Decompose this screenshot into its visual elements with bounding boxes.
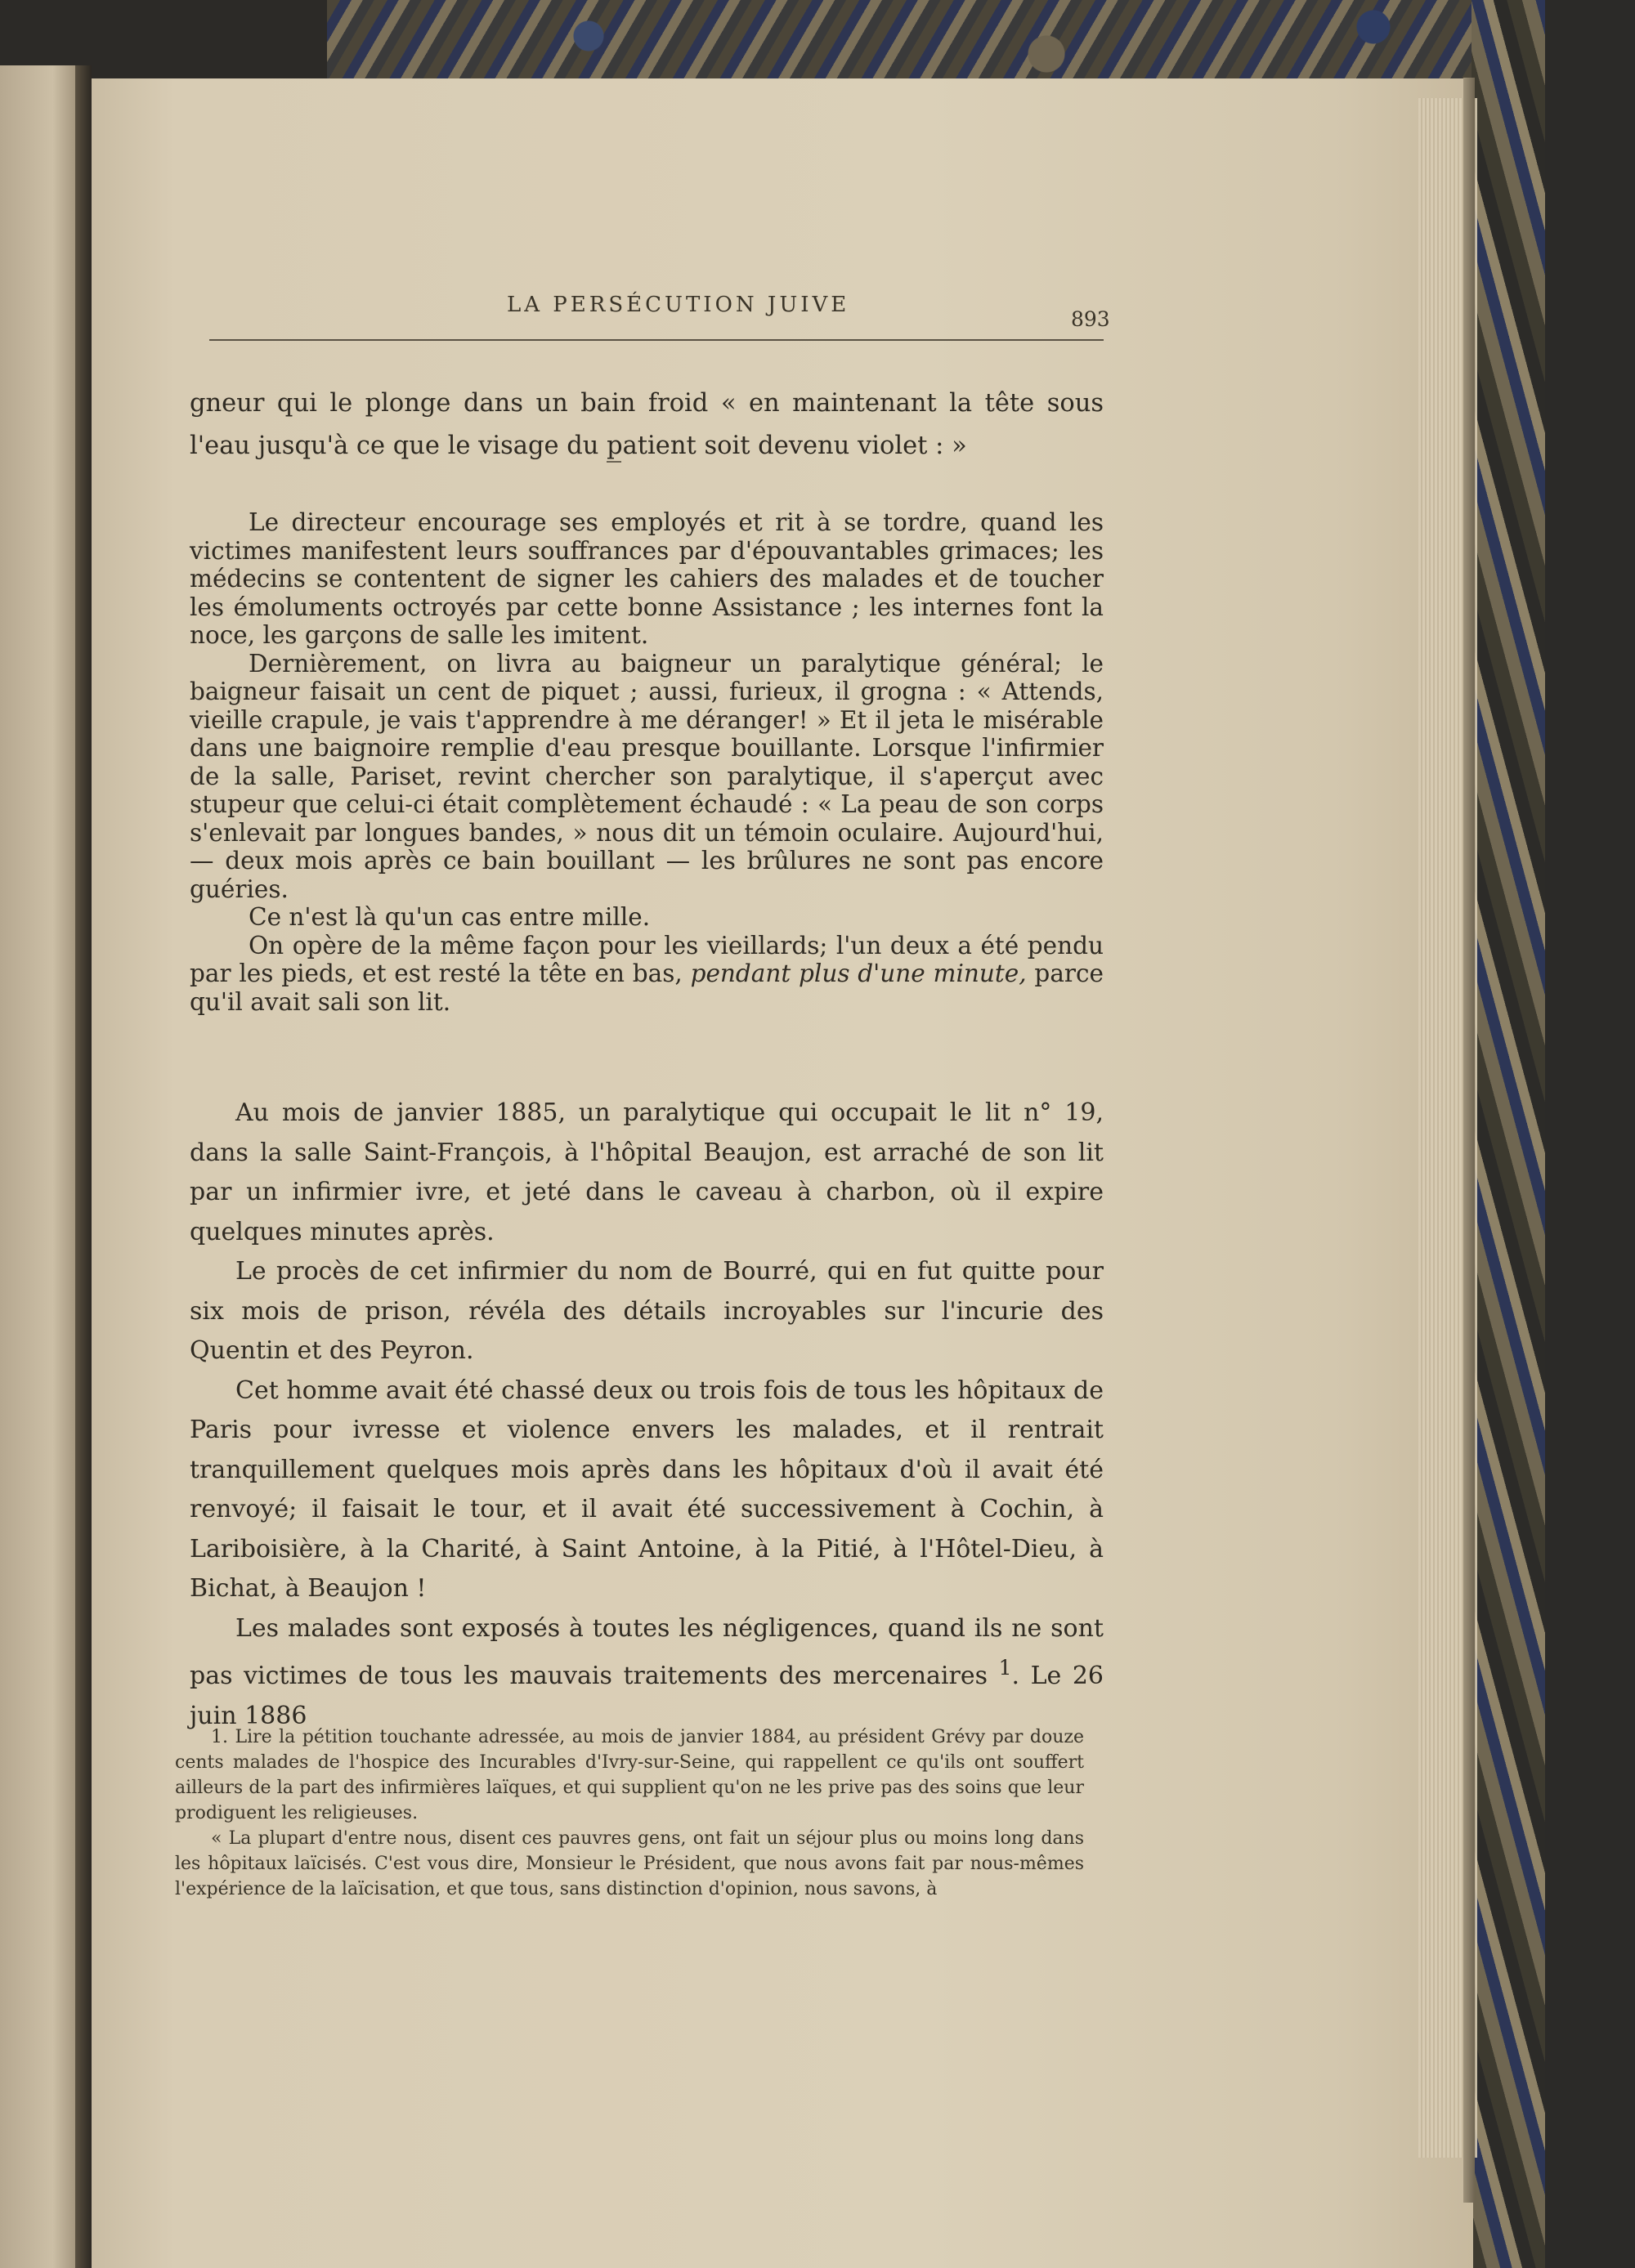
paragraph: Ce n'est là qu'un cas entre mille. — [249, 903, 651, 931]
paragraph: Dernièrement, on livra au baigneur un paralytique général; le baigneur faisait un cent de piquet ; aussi, furieux, il grogna : « Attends, vieille crapule, je vais t'apprendre à me déranger! » Et il jeta le misérable dans une baignoire remplie d'eau presque bouillante. Lorsque l'infirmier de la salle, Pariset, revint chercher son paralytique, il s'aperçut avec stupeur que celui-ci était complètement échaudé : « La peau de son corps s'enlevait par longues bandes, » nous dit un témoin oculaire. Aujourd'hui, — deux mois après ce bain bouillant — les brûlures ne sont pas encore guéries. — [190, 649, 1104, 903]
footnote-marker: 1 — [998, 1656, 1012, 1680]
main-body — [190, 1094, 1104, 1736]
section-separator — [607, 461, 621, 463]
book-gutter — [75, 65, 92, 2268]
footnote: « La plupart d'entre nous, disent ces pauvres gens, ont fait un séjour plus ou moins long dans les hôpitaux laïcisés. C'est vous dire, Monsieur le Président, que nous avons fait par nous-mêmes l'expérience de la laïcisation, et que tous, sans distinction d'opinion, nous savons, à — [175, 1828, 1084, 1899]
paragraph-text: . Le 26 juin 1886 — [190, 1662, 1104, 1730]
paragraph: gneur qui le plonge dans un bain froid « en maintenant la tête sous l'eau jusqu'à ce que le visage du patient soit devenu violet : » — [190, 389, 1104, 460]
paragraph: Au mois de janvier 1885, un paralytique qui occupait le lit n° 19, dans la salle Saint-François, à l'hôpital Beaujon, est arraché de son lit par un infirmier ivre, et jeté dans le caveau à charbon, où il expire quelques minutes après. — [190, 1098, 1104, 1246]
paragraph-text: parce qu'il avait sali son lit. — [190, 960, 1104, 1016]
paragraph: Le procès de cet infirmier du nom de Bourré, qui en fut quitte pour six mois de prison, révéla des détails incroyables sur l'incurie des Quentin et des Peyron. — [190, 1257, 1104, 1365]
footnote: 1. Lire la pétition touchante adressée, au mois de janvier 1884, au président Grévy par douze cents malades de l'hospice des Incurables d'Ivry-sur-Seine, qui rappellent ce qu'ils ont souffert ailleurs de la part des infirmières laïques, et qui supplient qu'on ne les prive pas des soins que leur prodiguent les religieuses. — [175, 1727, 1084, 1823]
paragraph — [190, 932, 1104, 1017]
running-title: LA PERSÉCUTION JUIVE — [507, 293, 850, 317]
footnotes — [175, 1724, 1084, 1902]
continued-paragraph — [190, 382, 1104, 467]
paragraph: Cet homme avait été chassé deux ou trois fois de tous les hôpitaux de Paris pour ivresse et violence envers les malades, et il rentrait tranquillement quelques mois après dans les hôpitaux d'où il avait été renvoyé; il faisait le tour, et il avait été successivement à Cochin, à Lariboisière, à la Charité, à Saint Antoine, à la Pitié, à l'Hôtel-Dieu, à Bichat, à Beaujon ! — [190, 1376, 1104, 1603]
page-number: 893 — [1071, 307, 1110, 331]
quoted-passage — [190, 508, 1104, 1016]
paragraph-text: Les malades sont exposés à toutes les négligences, quand ils ne sont pas victimes de tous les mauvais traitements des mercenaires — [190, 1613, 1104, 1690]
paragraph: Le directeur encourage ses employés et rit à se tordre, quand les victimes manifestent leurs souffrances par d'épouvantables grimaces; les médecins se contentent de signer les cahiers des malades et de toucher les émoluments octroyés par cette bonne Assistance ; les internes font la noce, les garçons de salle les imitent. — [190, 508, 1104, 649]
paragraph-text: On opère de la même façon pour les vieillards; l'un deux a été pendu par les pieds, et est resté la tête en bas, — [190, 931, 1104, 987]
page-side-strip — [1463, 78, 1475, 2203]
marbled-cover-top — [327, 0, 1635, 90]
emphasis: pendant plus d'une minute, — [690, 960, 1027, 987]
paragraph — [190, 1609, 1104, 1737]
book-spine-shadow — [1545, 0, 1635, 2268]
header-rule — [209, 339, 1104, 341]
facing-page-edge — [0, 65, 75, 2268]
